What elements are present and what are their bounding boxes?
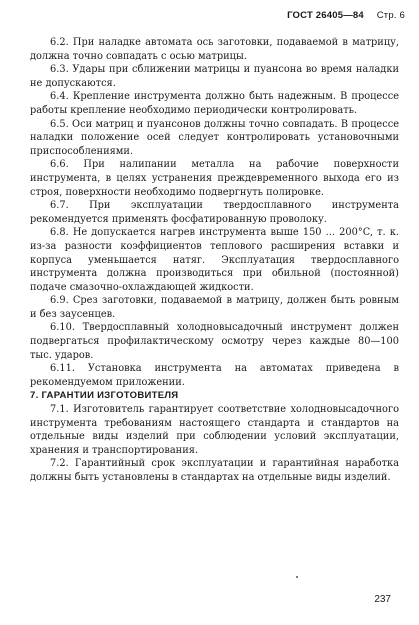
standard-number: ГОСТ 26405—84 — [287, 10, 364, 21]
sheet-number: Стр. 6 — [376, 10, 405, 21]
running-header — [287, 10, 405, 21]
section-title: 7. ГАРАНТИИ ИЗГОТОВИТЕЛЯ — [30, 390, 179, 402]
paragraph-6-4: 6.4. Крепление инструмента должно быть надежным. В процессе работы крепление необходимо периодически контролировать. — [30, 91, 399, 116]
page-number: 237 — [374, 594, 391, 605]
paragraph-6-10: 6.10. Твердосплавный холодновысадочный инструмент должен подвергаться профилактическому осмотру через каждые 80—100 тыс. ударов. — [30, 322, 399, 361]
paragraph-6-2: 6.2. При наладке автомата ось заготовки, подаваемой в матрицу, должна точно совпадать с осью матрицы. — [30, 37, 399, 62]
paragraph-6-9: 6.9. Срез заготовки, подаваемой в матрицу, должен быть ровным и без заусенцев. — [30, 295, 399, 320]
paragraph-7-2: 7.2. Гарантийный срок эксплуатации и гарантийная наработка должны быть установлены в стандартах на отдельные виды изделий. — [30, 458, 399, 483]
paragraph-7-1: 7.1. Изготовитель гарантирует соответствие холодновысадочного инструмента требованиям настоящего стандарта и стандартов на отдельные виды изделий при соблюдении условий эксплуатации, хранения и транспортирования. — [30, 404, 399, 456]
paragraph-6-11: 6.11. Установка инструмента на автоматах приведена в рекомендуемом приложении. — [30, 363, 399, 388]
scan-speck — [296, 576, 298, 578]
paragraph-6-8: 6.8. Не допускается нагрев инструмента выше 150 ... 200°C, т. к. из-за разности коэффициентов теплового расширения вставки и корпуса уменьшается натяг. Эксплуатация твердосплавного инструмента должна производиться при обильной (постоянной) подаче смазочно-охлаждающей жидкости. — [30, 227, 399, 293]
paragraph-6-6: 6.6. При налипании металла на рабочие поверхности инструмента, в целях устранения преждевременного выхода его из строя, поверхности необходимо подвергнуть полировке. — [30, 159, 399, 198]
paragraph-6-5: 6.5. Оси матриц и пуансонов должны точно совпадать. В процессе наладки положение осей следует контролировать установочными приспособлениями. — [30, 118, 399, 157]
paragraph-6-3: 6.3. Удары при сближении матрицы и пуансона во время наладки не допускаются. — [30, 64, 399, 89]
paragraph-6-7: 6.7. При эксплуатации твердосплавного инструмента рекомендуется применять фосфатированную проволоку. — [30, 200, 399, 225]
body-text — [30, 36, 399, 485]
